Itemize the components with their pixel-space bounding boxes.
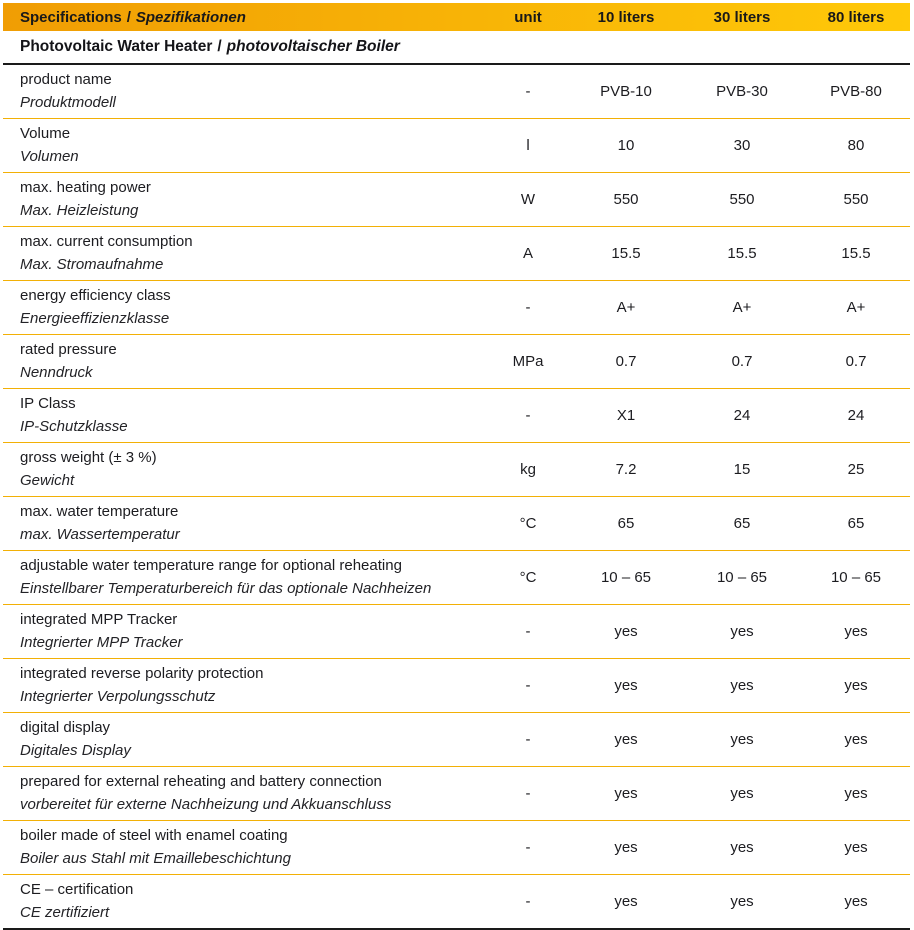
row-value-80-liters: 15.5 (841, 245, 871, 262)
row-unit: - (525, 839, 531, 856)
row-value-30-liters: 550 (729, 191, 755, 208)
row-label-en: adjustable water temperature range for optional reheating (20, 557, 402, 574)
section-title (3, 31, 910, 65)
row-unit: - (525, 893, 531, 910)
section-title-de: photovoltaischer Boiler (226, 38, 400, 55)
row-value-30-liters: 15 (733, 461, 751, 478)
row-label-de: Max. Heizleistung (20, 201, 139, 219)
row-label-de: Boiler aus Stahl mit Emaillebeschichtung (20, 849, 291, 867)
row-label (3, 659, 486, 712)
row-label-en: integrated MPP Tracker (20, 611, 178, 628)
row-label-en: gross weight (± 3 %) (20, 449, 157, 466)
row-label (3, 227, 486, 280)
row-value-80-liters: 65 (847, 515, 865, 532)
row-value-10-liters: yes (614, 839, 638, 856)
column-header-80-liters: 80 liters (827, 8, 885, 26)
row-value-80-liters: A+ (846, 299, 866, 316)
row-label (3, 875, 486, 928)
row-value-30-liters: 24 (733, 407, 751, 424)
row-value-30-liters: yes (730, 839, 754, 856)
row-label-en: CE – certification (20, 881, 134, 898)
table-row (3, 821, 910, 875)
row-value-30-liters: yes (730, 893, 754, 910)
row-label-de: Digitales Display (20, 741, 131, 759)
row-value-30-liters: 10 – 65 (716, 569, 768, 586)
row-label-en: IP Class (20, 395, 76, 412)
table-row (3, 713, 910, 767)
row-value-80-liters: yes (844, 731, 868, 748)
table-row (3, 281, 910, 335)
row-unit: MPa (512, 353, 544, 370)
table-row (3, 497, 910, 551)
row-label-de: Integrierter Verpolungsschutz (20, 687, 216, 705)
row-unit: - (525, 785, 531, 802)
row-value-80-liters: 10 – 65 (830, 569, 882, 586)
row-value-30-liters: yes (730, 785, 754, 802)
table-title (3, 9, 486, 26)
row-label-de: Produktmodell (20, 93, 116, 111)
row-value-10-liters: 10 (617, 137, 635, 154)
row-label (3, 389, 486, 442)
row-label-de: vorbereitet für externe Nachheizung und Akkuanschluss (20, 795, 392, 813)
row-unit: - (525, 677, 531, 694)
row-value-30-liters: 15.5 (727, 245, 757, 262)
row-value-30-liters: yes (730, 623, 754, 640)
table-row (3, 659, 910, 713)
row-value-80-liters: PVB-80 (830, 83, 882, 100)
row-label (3, 497, 486, 550)
table-header (3, 3, 910, 31)
row-unit: - (525, 299, 531, 316)
row-value-30-liters: 0.7 (731, 353, 753, 370)
row-value-10-liters: 550 (613, 191, 639, 208)
row-value-30-liters: yes (730, 677, 754, 694)
table-row (3, 551, 910, 605)
row-value-30-liters: 65 (733, 515, 751, 532)
spec-rows (3, 65, 910, 930)
row-value-10-liters: 65 (617, 515, 635, 532)
row-value-10-liters: 10 – 65 (600, 569, 652, 586)
row-label-en: digital display (20, 719, 111, 736)
row-label (3, 551, 486, 604)
row-value-10-liters: PVB-10 (600, 83, 652, 100)
row-label (3, 605, 486, 658)
row-label-de: Energieeffizienzklasse (20, 309, 170, 327)
row-value-30-liters: yes (730, 731, 754, 748)
row-unit: °C (519, 569, 537, 586)
table-row (3, 875, 910, 930)
row-value-30-liters: 30 (733, 137, 751, 154)
row-unit: A (522, 245, 533, 262)
row-label-en: product name (20, 71, 112, 88)
row-value-30-liters: PVB-30 (716, 83, 768, 100)
row-value-80-liters: 24 (847, 407, 865, 424)
row-value-80-liters: 550 (843, 191, 869, 208)
table-title-en: Specifications (20, 8, 122, 26)
row-label-de: Gewicht (20, 471, 75, 489)
row-label-de: max. Wassertemperatur (20, 525, 180, 543)
row-label-en: Volume (20, 125, 71, 142)
table-row (3, 767, 910, 821)
section-title-separator: / (217, 38, 222, 55)
row-label-de: CE zertifiziert (20, 903, 110, 921)
row-value-10-liters: yes (614, 677, 638, 694)
row-value-10-liters: 15.5 (611, 245, 641, 262)
column-header-10-liters: 10 liters (597, 8, 655, 26)
table-row (3, 119, 910, 173)
row-value-80-liters: yes (844, 677, 868, 694)
row-unit: l (526, 137, 530, 154)
row-unit: kg (520, 461, 536, 478)
row-unit: - (525, 623, 531, 640)
row-label-en: max. heating power (20, 179, 151, 196)
column-header-unit: unit (514, 8, 542, 26)
row-label (3, 173, 486, 226)
row-unit: - (525, 83, 531, 100)
row-unit: - (525, 407, 531, 424)
table-row (3, 605, 910, 659)
row-value-80-liters: yes (844, 839, 868, 856)
table-row (3, 227, 910, 281)
row-label-en: energy efficiency class (20, 287, 171, 304)
row-label-de: Integrierter MPP Tracker (20, 633, 183, 651)
row-value-10-liters: yes (614, 731, 638, 748)
row-value-10-liters: 7.2 (615, 461, 637, 478)
table-row (3, 65, 910, 119)
row-value-80-liters: yes (844, 893, 868, 910)
row-label (3, 281, 486, 334)
table-row (3, 389, 910, 443)
row-label (3, 821, 486, 874)
row-label (3, 713, 486, 766)
row-value-30-liters: A+ (732, 299, 752, 316)
row-label-de: Einstellbarer Temperaturbereich für das optionale Nachheizen (20, 579, 432, 597)
table-row (3, 443, 910, 497)
column-header-30-liters: 30 liters (713, 8, 771, 26)
row-label (3, 443, 486, 496)
row-value-80-liters: 0.7 (845, 353, 867, 370)
row-unit: W (520, 191, 536, 208)
row-value-80-liters: yes (844, 623, 868, 640)
row-value-80-liters: 80 (847, 137, 865, 154)
row-label-de: Max. Stromaufnahme (20, 255, 164, 273)
row-label-de: Volumen (20, 147, 79, 165)
row-unit: - (525, 731, 531, 748)
row-label (3, 335, 486, 388)
row-value-80-liters: 25 (847, 461, 865, 478)
row-label-en: max. water temperature (20, 503, 179, 520)
row-label-en: rated pressure (20, 341, 117, 358)
row-label (3, 767, 486, 820)
row-label-en: prepared for external reheating and battery connection (20, 773, 382, 790)
row-label (3, 119, 486, 172)
row-label-de: IP-Schutzklasse (20, 417, 128, 435)
table-title-de: Spezifikationen (135, 8, 246, 26)
row-label-en: integrated reverse polarity protection (20, 665, 264, 682)
row-value-10-liters: X1 (616, 407, 636, 424)
row-label-en: boiler made of steel with enamel coating (20, 827, 288, 844)
title-separator: / (126, 8, 131, 26)
table-row (3, 173, 910, 227)
row-value-10-liters: 0.7 (615, 353, 637, 370)
row-label-de: Nenndruck (20, 363, 93, 381)
row-label-en: max. current consumption (20, 233, 193, 250)
table-row (3, 335, 910, 389)
section-title-en: Photovoltaic Water Heater (20, 38, 213, 55)
row-value-10-liters: yes (614, 893, 638, 910)
row-value-10-liters: yes (614, 785, 638, 802)
row-unit: °C (519, 515, 537, 532)
row-value-10-liters: yes (614, 623, 638, 640)
row-value-10-liters: A+ (616, 299, 636, 316)
row-value-80-liters: yes (844, 785, 868, 802)
row-label (3, 65, 486, 118)
